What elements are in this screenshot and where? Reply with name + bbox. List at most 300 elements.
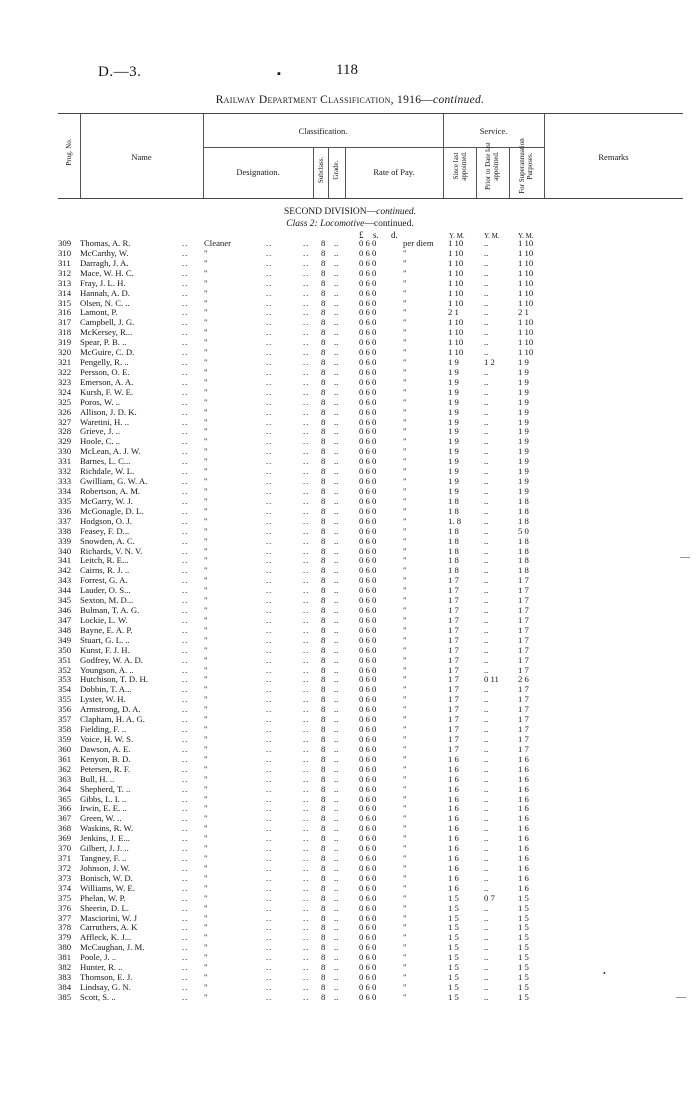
rate-cell: 0 6 0 (359, 486, 377, 496)
unit-pence: d. (391, 230, 398, 240)
prior-to-cell: .. (484, 267, 489, 278)
leader-dots: .. (334, 337, 339, 348)
subclass-cell: 8 (321, 694, 326, 705)
per-cell: " (403, 386, 407, 397)
prior-to-cell: .. (484, 505, 489, 516)
prog-no-cell: 314 (58, 287, 72, 298)
designation-cell: " (204, 446, 208, 457)
leader-dots: .. (182, 862, 189, 873)
per-cell: " (403, 257, 407, 268)
leader-dots: .. (182, 773, 189, 784)
per-cell: " (403, 267, 407, 278)
since-last-cell: 1 10 (448, 347, 464, 358)
leader-dots: .. (303, 714, 310, 725)
name-cell: Gilbert, J. J. .. (80, 843, 129, 854)
designation-cell: " (204, 624, 208, 635)
name-cell: Pengelly, R. .. (80, 357, 129, 368)
since-last-cell: 1 9 (448, 386, 459, 397)
since-last-cell: 1 9 (448, 466, 459, 477)
name-cell: Spear, P. B. .. (80, 337, 127, 348)
leader-dots: .. (303, 753, 310, 764)
leader-dots: .. (182, 991, 189, 1002)
since-last-cell: 1 8 (448, 525, 459, 536)
prog-no-cell: 335 (58, 495, 72, 506)
rate-cell: 0 6 0 (359, 694, 377, 705)
class-continued: —continued. (364, 219, 414, 229)
designation-cell: " (204, 684, 208, 695)
subclass-cell: 8 (321, 396, 326, 407)
since-last-cell: 1 5 (448, 942, 459, 953)
designation-cell: " (204, 734, 208, 744)
since-last-cell: 1 10 (448, 277, 464, 288)
designation-cell: " (204, 267, 208, 278)
per-cell: " (403, 515, 407, 526)
leader-dots: .. (182, 565, 189, 576)
leader-dots: .. (303, 843, 310, 854)
per-cell: " (403, 634, 407, 645)
since-last-cell: 1 10 (448, 238, 464, 248)
leader-dots: .. (266, 347, 273, 358)
prior-to-cell: .. (484, 476, 489, 487)
prior-to-cell: .. (484, 456, 489, 467)
prog-no-cell: 338 (58, 525, 72, 536)
prog-no-cell: 312 (58, 267, 72, 278)
subclass-cell: 8 (321, 912, 326, 923)
name-cell: Waretini, H. .. (80, 416, 129, 427)
designation-cell: " (204, 714, 208, 725)
leader-dots: .. (182, 882, 189, 893)
superannuation-cell: 1 9 (518, 396, 529, 407)
prior-to-cell: .. (484, 575, 489, 586)
designation-cell: " (204, 257, 208, 268)
designation-cell: " (204, 307, 208, 318)
subclass-cell: 8 (321, 337, 326, 348)
leader-dots: .. (303, 724, 310, 735)
leader-dots: .. (334, 813, 339, 824)
subclass-cell: 8 (321, 624, 326, 635)
rate-cell: 0 6 0 (359, 654, 377, 665)
per-cell: " (403, 793, 407, 804)
leader-dots: .. (182, 267, 189, 278)
subclass-cell: 8 (321, 386, 326, 397)
since-last-cell: 1 6 (448, 843, 459, 854)
leader-dots: .. (334, 456, 339, 467)
rate-cell: 0 6 0 (359, 456, 377, 467)
name-cell: Hoole, C. .. (80, 436, 121, 447)
name-cell: Sexton, M. D... (80, 595, 134, 606)
prior-to-cell: .. (484, 565, 489, 576)
prior-to-cell: .. (484, 982, 489, 992)
name-cell: Scott, S. .. (80, 991, 116, 1002)
rate-cell: 0 6 0 (359, 793, 377, 804)
subclass-cell: 8 (321, 952, 326, 963)
margin-mark: • (603, 969, 606, 978)
prog-no-cell: 360 (58, 743, 72, 754)
page-number: 118 (336, 62, 358, 78)
prog-no-cell: 361 (58, 753, 72, 764)
leader-dots: .. (266, 486, 273, 496)
name-cell: Hutchison, T. D. H. (80, 674, 148, 685)
prior-to-cell: .. (484, 386, 489, 397)
leader-dots: .. (334, 783, 339, 794)
subclass-cell: 8 (321, 892, 326, 903)
designation-cell: " (204, 664, 208, 675)
superannuation-cell: 1 7 (518, 575, 529, 586)
prior-to-cell: .. (484, 763, 489, 774)
subclass-cell: 8 (321, 585, 326, 596)
per-cell: " (403, 882, 407, 893)
since-last-cell: 1 9 (448, 476, 459, 487)
leader-dots: .. (266, 932, 273, 943)
leader-dots: .. (266, 476, 273, 487)
per-cell: " (403, 287, 407, 298)
designation-cell: " (204, 396, 208, 407)
name-cell: Bonisch, W. D. (80, 872, 133, 883)
leader-dots: .. (266, 337, 273, 348)
rate-cell: 0 6 0 (359, 307, 377, 318)
per-cell: " (403, 495, 407, 506)
since-last-cell: 1 9 (448, 406, 459, 417)
rate-cell: 0 6 0 (359, 515, 377, 526)
leader-dots: .. (334, 525, 339, 536)
per-cell: " (403, 644, 407, 655)
name-cell: Hodgson, O. J. (80, 515, 132, 526)
prior-to-cell: .. (484, 862, 489, 873)
prior-to-cell: .. (484, 694, 489, 705)
prior-to-cell: .. (484, 991, 489, 1002)
per-cell: " (403, 684, 407, 695)
per-cell: " (403, 734, 407, 744)
since-last-cell: 1 6 (448, 773, 459, 784)
prog-no-cell: 313 (58, 277, 72, 288)
prior-to-cell: .. (484, 555, 489, 566)
designation-cell: " (204, 753, 208, 764)
superannuation-cell: 1 8 (518, 535, 529, 546)
leader-dots: .. (182, 624, 189, 635)
leader-dots: .. (303, 287, 310, 298)
leader-dots: .. (303, 833, 310, 844)
per-cell: " (403, 307, 407, 318)
name-cell: Williams, W. E. (80, 882, 135, 893)
leader-dots: .. (303, 327, 310, 338)
superannuation-cell: 1 5 (518, 892, 529, 903)
leader-dots: .. (303, 476, 310, 487)
superannuation-cell: 1 9 (518, 446, 529, 457)
prior-to-cell: .. (484, 664, 489, 675)
name-cell: Clapham, H. A. G. (80, 714, 145, 725)
leader-dots: .. (182, 843, 189, 854)
prog-no-cell: 337 (58, 515, 72, 526)
leader-dots: .. (266, 644, 273, 655)
prior-to-cell: .. (484, 426, 489, 437)
since-last-cell: 1. 8 (448, 515, 462, 526)
prog-no-cell: 310 (58, 247, 72, 258)
per-cell: " (403, 337, 407, 348)
leader-dots: .. (266, 585, 273, 596)
subclass-cell: 8 (321, 575, 326, 586)
superannuation-cell: 1 5 (518, 982, 529, 992)
superannuation-cell: 1 10 (518, 347, 534, 358)
per-cell: " (403, 406, 407, 417)
rate-cell: 0 6 0 (359, 902, 377, 913)
since-last-cell: 1 10 (448, 327, 464, 338)
leader-dots: .. (182, 585, 189, 596)
rate-cell: 0 6 0 (359, 624, 377, 635)
leader-dots: .. (266, 327, 273, 338)
since-last-cell: 1 7 (448, 724, 459, 735)
per-cell: " (403, 803, 407, 814)
designation-cell: " (204, 515, 208, 526)
leader-dots: .. (182, 436, 189, 447)
rate-cell: 0 6 0 (359, 803, 377, 814)
designation-cell: " (204, 247, 208, 258)
leader-dots: .. (182, 535, 189, 546)
leader-dots: .. (303, 862, 310, 873)
subclass-cell: 8 (321, 525, 326, 536)
leader-dots: .. (334, 753, 339, 764)
leader-dots: .. (334, 803, 339, 814)
leader-dots: .. (182, 238, 189, 248)
prior-to-cell: .. (484, 347, 489, 358)
page-dot: ▪ (277, 68, 281, 80)
leader-dots: .. (182, 317, 189, 328)
per-cell: " (403, 525, 407, 536)
prog-no-cell: 359 (58, 734, 72, 744)
since-last-cell: 1 9 (448, 486, 459, 496)
leader-dots: .. (334, 743, 339, 754)
leader-dots: .. (303, 585, 310, 596)
prog-no-cell: 350 (58, 644, 72, 655)
leader-dots: .. (334, 535, 339, 546)
leader-dots: .. (266, 634, 273, 645)
rate-cell: 0 6 0 (359, 872, 377, 883)
leader-dots: .. (334, 327, 339, 338)
leader-dots: .. (182, 357, 189, 368)
prior-to-cell: .. (484, 644, 489, 655)
since-last-cell: 1 10 (448, 287, 464, 298)
leader-dots: .. (303, 932, 310, 943)
prog-no-cell: 333 (58, 476, 72, 487)
prior-to-cell: .. (484, 327, 489, 338)
name-cell: Irwin, E. E. .. (80, 803, 127, 814)
name-cell: Dobbin, T. A... (80, 684, 132, 695)
leader-dots: .. (182, 466, 189, 477)
since-last-cell: 1 6 (448, 823, 459, 834)
rate-cell: 0 6 0 (359, 575, 377, 586)
per-cell: " (403, 436, 407, 447)
leader-dots: .. (182, 833, 189, 844)
rate-cell: 0 6 0 (359, 734, 377, 744)
leader-dots: .. (334, 704, 339, 715)
class-heading (0, 219, 700, 229)
leader-dots: .. (334, 892, 339, 903)
subclass-cell: 8 (321, 287, 326, 298)
prog-no-cell: 375 (58, 892, 72, 903)
leader-dots: .. (266, 694, 273, 705)
subclass-cell: 8 (321, 734, 326, 744)
superannuation-cell: 1 10 (518, 238, 534, 248)
leader-dots: .. (182, 952, 189, 963)
rate-cell: 0 6 0 (359, 644, 377, 655)
per-cell: " (403, 605, 407, 616)
name-cell: Robertson, A. M. (80, 486, 141, 496)
name-cell: Forrest, G. A. (80, 575, 128, 586)
leader-dots: .. (303, 605, 310, 616)
since-last-cell: 1 6 (448, 803, 459, 814)
since-last-cell: 1 7 (448, 734, 459, 744)
per-cell: " (403, 327, 407, 338)
prog-no-cell: 329 (58, 436, 72, 447)
prog-no-cell: 376 (58, 902, 72, 913)
rate-cell: 0 6 0 (359, 267, 377, 278)
leader-dots: .. (182, 595, 189, 606)
prior-to-cell: .. (484, 743, 489, 754)
designation-cell: " (204, 277, 208, 288)
leader-dots: .. (303, 882, 310, 893)
since-last-cell: 1 7 (448, 654, 459, 665)
since-last-cell: 1 7 (448, 605, 459, 616)
subclass-cell: 8 (321, 446, 326, 457)
page-title (0, 94, 700, 106)
since-last-cell: 1 7 (448, 575, 459, 586)
prog-no-cell: 363 (58, 773, 72, 784)
title-year: 1916— (397, 94, 434, 106)
leader-dots: .. (182, 793, 189, 804)
superannuation-cell: 1 5 (518, 991, 529, 1002)
rate-cell: 0 6 0 (359, 416, 377, 427)
subclass-cell: 8 (321, 634, 326, 645)
leader-dots: .. (182, 297, 189, 308)
leader-dots: .. (334, 376, 339, 387)
superannuation-cell: 1 7 (518, 605, 529, 616)
name-cell: Allison, J. D. K. (80, 406, 137, 417)
prior-to-cell: .. (484, 833, 489, 844)
leader-dots: .. (266, 317, 273, 328)
leader-dots: .. (182, 972, 189, 983)
leader-dots: .. (334, 406, 339, 417)
page-ref: D.—3. (98, 64, 142, 80)
leader-dots: .. (182, 932, 189, 943)
designation-cell: " (204, 327, 208, 338)
name-cell: Richards, V. N. V. (80, 545, 143, 556)
rate-cell: 0 6 0 (359, 763, 377, 774)
since-last-cell: 1 7 (448, 614, 459, 625)
rate-cell: 0 6 0 (359, 238, 377, 248)
superannuation-cell: 1 6 (518, 813, 529, 824)
per-cell: " (403, 376, 407, 387)
leader-dots: .. (266, 366, 273, 377)
leader-dots: .. (334, 357, 339, 368)
name-cell: McCarthy, W. (80, 247, 129, 258)
leader-dots: .. (334, 396, 339, 407)
superannuation-cell: 1 10 (518, 277, 534, 288)
per-cell: " (403, 753, 407, 764)
superannuation-cell: 1 7 (518, 644, 529, 655)
subclass-cell: 8 (321, 595, 326, 606)
designation-cell: " (204, 872, 208, 883)
leader-dots: .. (303, 486, 310, 496)
prog-no-cell: 355 (58, 694, 72, 705)
rate-cell: 0 6 0 (359, 297, 377, 308)
leader-dots: .. (303, 664, 310, 675)
leader-dots: .. (266, 773, 273, 784)
superannuation-cell: 1 8 (518, 545, 529, 556)
subclass-cell: 8 (321, 406, 326, 417)
prog-no-cell: 366 (58, 803, 72, 814)
margin-mark: — (680, 552, 690, 563)
superannuation-cell: 1 8 (518, 515, 529, 526)
per-cell: " (403, 674, 407, 685)
subclass-cell: 8 (321, 297, 326, 308)
since-last-cell: 1 5 (448, 902, 459, 913)
per-cell: " (403, 833, 407, 844)
designation-cell: " (204, 853, 208, 864)
leader-dots: .. (334, 833, 339, 844)
since-last-cell: 1 5 (448, 932, 459, 943)
rate-cell: 0 6 0 (359, 892, 377, 903)
rate-cell: 0 6 0 (359, 724, 377, 735)
designation-cell: " (204, 436, 208, 447)
leader-dots: .. (266, 972, 273, 983)
leader-dots: .. (266, 902, 273, 913)
leader-dots: .. (303, 872, 310, 883)
rate-cell: 0 6 0 (359, 982, 377, 992)
leader-dots: .. (266, 892, 273, 903)
per-cell: " (403, 565, 407, 576)
prog-no-cell: 385 (58, 991, 72, 1002)
prog-no-cell: 344 (58, 585, 72, 596)
prior-to-cell: .. (484, 654, 489, 665)
superannuation-cell: 1 9 (518, 376, 529, 387)
superannuation-cell: 1 10 (518, 297, 534, 308)
leader-dots: .. (303, 267, 310, 278)
superannuation-cell: 2 1 (518, 307, 529, 318)
superannuation-cell: 1 5 (518, 902, 529, 913)
leader-dots: .. (303, 773, 310, 784)
prior-to-cell: .. (484, 823, 489, 834)
leader-dots: .. (303, 634, 310, 645)
name-cell: Godfrey, W. A. D. (80, 654, 143, 665)
designation-cell: " (204, 287, 208, 298)
per-cell: " (403, 952, 407, 963)
subclass-cell: 8 (321, 714, 326, 725)
prior-to-cell: 0 11 (484, 674, 499, 685)
since-last-cell: 2 1 (448, 307, 459, 318)
since-last-cell: 1 6 (448, 783, 459, 794)
leader-dots: .. (303, 674, 310, 685)
leader-dots: .. (266, 426, 273, 437)
since-last-cell: 1 9 (448, 426, 459, 437)
rate-cell: 0 6 0 (359, 327, 377, 338)
name-cell: Cairns, R. J. .. (80, 565, 130, 576)
rate-cell: 0 6 0 (359, 684, 377, 695)
leader-dots: .. (182, 287, 189, 298)
prog-no-cell: 362 (58, 763, 72, 774)
leader-dots: .. (303, 426, 310, 437)
prior-to-cell: .. (484, 942, 489, 953)
prog-no-cell: 311 (58, 257, 71, 268)
per-cell: " (403, 823, 407, 834)
prior-to-cell: .. (484, 605, 489, 616)
name-cell: Thomson, E. J. (80, 972, 133, 983)
leader-dots: .. (334, 942, 339, 953)
leader-dots: .. (266, 853, 273, 864)
subclass-cell: 8 (321, 456, 326, 467)
superannuation-cell: 5 0 (518, 525, 529, 536)
rate-cell: 0 6 0 (359, 942, 377, 953)
rate-cell: 0 6 0 (359, 674, 377, 685)
prior-to-cell: .. (484, 535, 489, 546)
